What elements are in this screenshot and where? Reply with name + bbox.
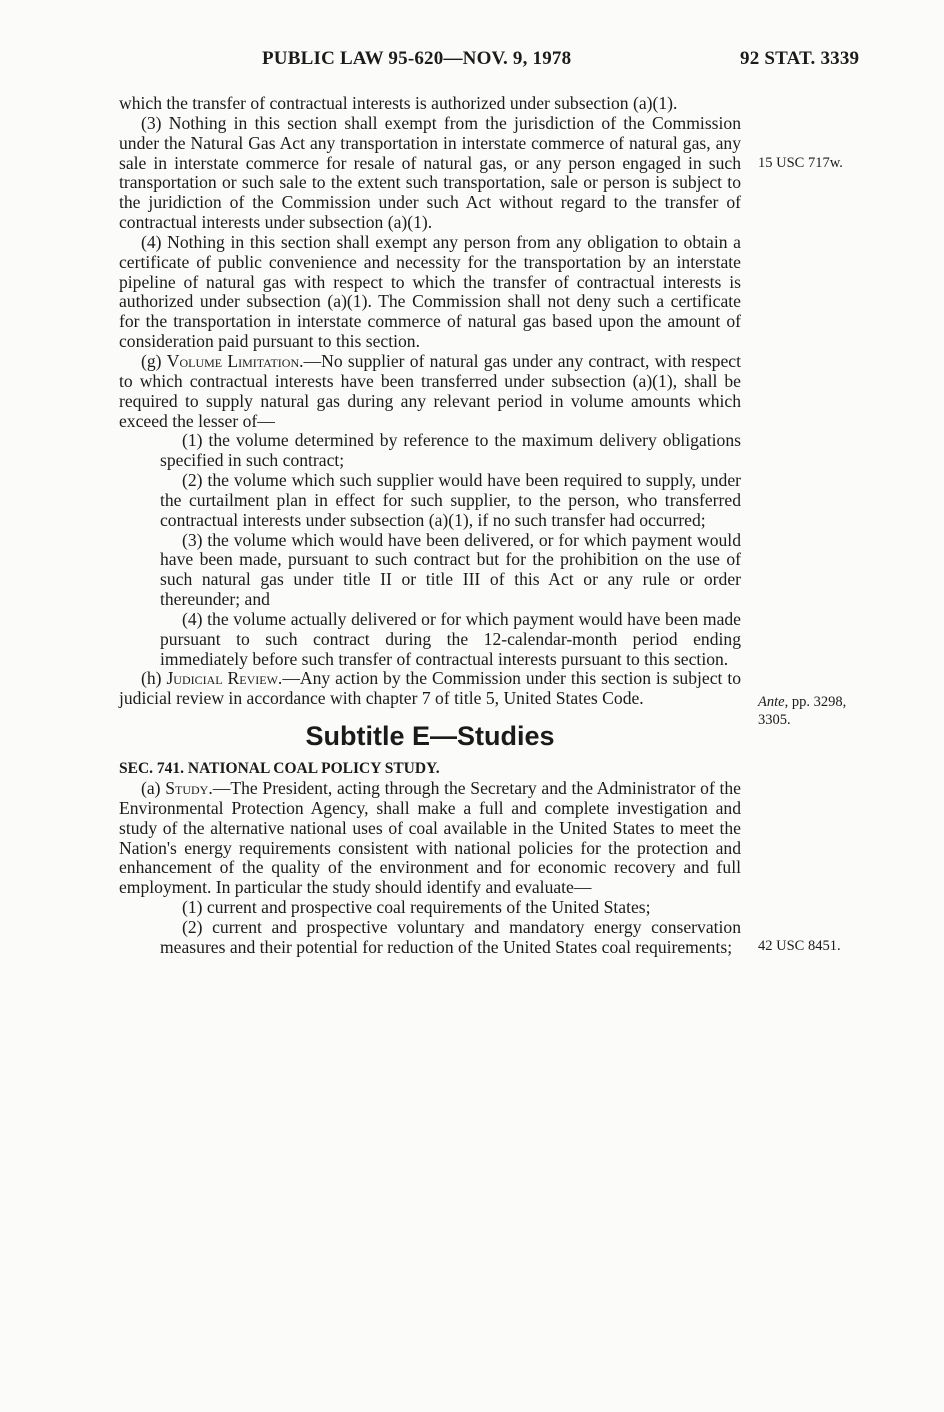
paragraph-g [119, 352, 741, 431]
list-item-a1: (1) current and prospective coal requirements of the United States; [182, 897, 651, 918]
label-h: (h) [141, 668, 162, 689]
running-header-title: PUBLIC LAW 95-620—NOV. 9, 1978 [262, 48, 572, 69]
text-a: .—The President, acting through the Secretary and the Administrator of the Environmental Protection Agency, shall make a full and complete investigation and study of the alternative national uses of coal available in the United States to meet the Nation's energy requirements consistent with national policies for the protection and enhancement of the quality of the environment and for economic recovery and full employment. In particular the study should identify and evaluate— [119, 778, 741, 898]
paragraph-continuation: which the transfer of contractual interests is authorized under subsection (a)(1). [119, 93, 678, 113]
text-g: .—No supplier of natural gas under any contract, with respect to which contractual interests have been transferred under subsection (a)(1), shall be required to supply natural gas during any relevant period in volume amounts which exceed the lesser of— [119, 350, 741, 431]
heading-study: Study [165, 778, 209, 798]
paragraph-f3: (3) Nothing in this section shall exempt from the jurisdiction of the Commission under the Natural Gas Act any transportation in interstate commerce of natural gas, any sale in interstate commerce for resale of natural gas, or any person engaged in such transportation or such sale to the extent such transportation, sale or person is subject to the juridiction of the Commission under such Act without regard to the transfer of contractual interests under subsection (a)(1). [119, 112, 741, 233]
body-text [119, 94, 741, 958]
paragraph-a [119, 779, 741, 898]
list-item-g3: (3) the volume which would have been delivered, or for which payment would have been made, pursuant to such contract but for the prohibition on the use of such natural gas under title II or title III of this Act or any rule or order thereunder; and [160, 529, 741, 610]
margin-note-ante-line2: 3305. [758, 712, 791, 728]
heading-judicial-review: Judicial Review [166, 668, 278, 689]
text-h: .—Any action by the Commission under this section is subject to judicial review in accordance with chapter 7 of title 5, United States Code. [119, 668, 742, 709]
subtitle-heading: Subtitle E—Studies [305, 721, 555, 752]
list-item-g4: (4) the volume actually delivered or for which payment would have been made pursuant to such contract during the 12-calendar-month period ending immediately before such transfer of contractual interests pursuant to this section. [160, 608, 741, 669]
list-item-g2: (2) the volume which such supplier would have been required to supply, under the curtailment plan in effect for such supplier, to the person, who transferred contractual interests under subsection (a)(1), if no such transfer had occurred; [160, 470, 741, 530]
paragraph-h [119, 669, 741, 709]
margin-note-ante [758, 693, 846, 729]
margin-note-ante-italic: Ante [758, 694, 785, 710]
list-item-g1: (1) the volume determined by reference to the maximum delivery obligations specified in such contract; [160, 430, 741, 471]
running-header-stat: 92 STAT. 3339 [740, 48, 860, 69]
list-item-a2: (2) current and prospective voluntary and mandatory energy conservation measures and their potential for reduction of the United States coal requirements; [160, 916, 741, 957]
section-heading: SEC. 741. NATIONAL COAL POLICY STUDY. [119, 760, 440, 778]
paragraph-f4: (4) Nothing in this section shall exempt any person from any obligation to obtain a certificate of public convenience and necessity for the transportation by an interstate pipeline of natural gas with respect to which the transfer of contractual interests is authorized under subsection (a)(1). The Commission shall not deny such a certificate for the transportation in interstate commerce of natural gas based upon the amount of consideration paid pursuant to this section. [119, 231, 741, 352]
heading-volume-limitation: Volume Limitation [166, 350, 300, 371]
margin-note-42-usc: 42 USC 8451. [758, 938, 841, 954]
margin-note-15-usc: 15 USC 717w. [758, 155, 843, 171]
margin-note-ante-pages: , pp. 3298, [784, 694, 847, 710]
label-a: (a) [141, 778, 161, 798]
label-g: (g) [141, 350, 162, 371]
